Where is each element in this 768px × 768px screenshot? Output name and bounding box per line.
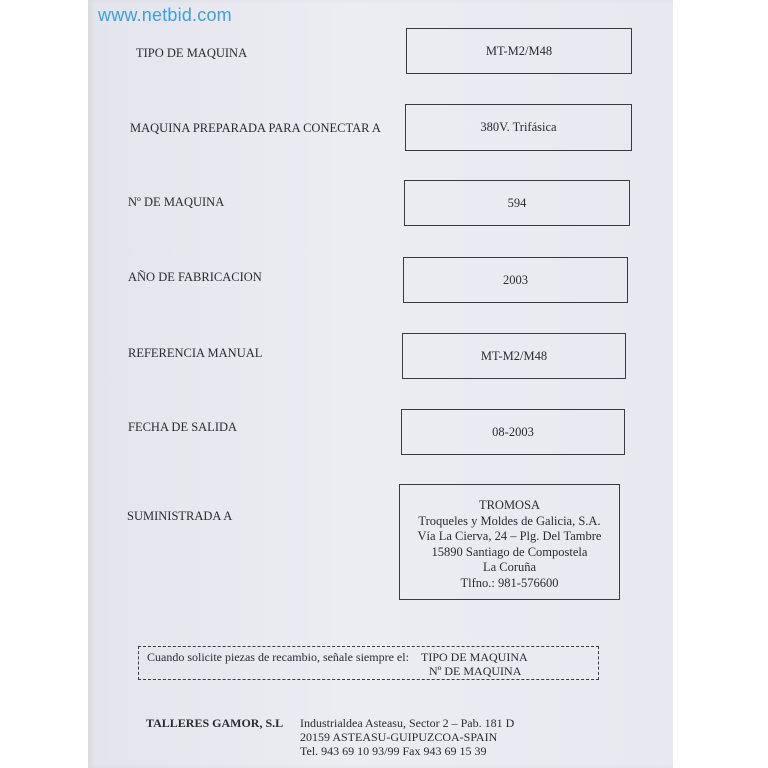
suministrada-label: SUMINISTRADA A [127,509,233,523]
fecha-salida-value-box: 08-2003 [401,409,625,455]
address-line: Tlfno.: 981-576600 [460,575,559,590]
footer-address-2: 20159 ASTEASU-GUIPUZCOA-SPAIN [300,730,498,744]
conexion-label: MAQUINA PREPARADA PARA CONECTAR A [130,121,381,135]
fecha-salida-label: FECHA DE SALIDA [128,420,238,434]
anio-fabricacion-value-box: 2003 [403,257,628,303]
watermark-link[interactable]: www.netbid.com [98,5,232,25]
referencia-manual-label: REFERENCIA MANUAL [128,346,263,360]
referencia-manual-value-box: MT-M2/M48 [402,333,626,379]
suministrada-address-box [399,484,620,600]
address-line: Troqueles y Moldes de Galicia, S.A. [418,513,601,528]
address-line: 15890 Santiago de Compostela [431,544,588,559]
footer-address-1: Industrialdea Asteasu, Sector 2 – Pab. 181 D [300,716,515,730]
footer-company: TALLERES GAMOR, S.L [146,716,284,730]
address-line: La Coruña [482,560,537,574]
address-line: TROMOSA [478,498,541,512]
notice-item-numero: Nº DE MAQUINA [429,664,522,678]
address-line: Vía La Cierva, 24 – Plg. Del Tambre [417,529,602,543]
notice-item-tipo: TIPO DE MAQUINA [421,650,528,664]
anio-fabricacion-label: AÑO DE FABRICACION [128,270,262,284]
spare-parts-notice [138,646,599,680]
tipo-maquina-value-box: MT-M2/M48 [406,28,632,74]
conexion-value-box: 380V. Trifásica [405,104,632,151]
numero-maquina-label: Nº DE MAQUINA [128,195,225,209]
footer-phone: Tel. 943 69 10 93/99 Fax 943 69 15 39 [300,744,487,758]
numero-maquina-value-box: 594 [404,180,630,226]
notice-text: Cuando solicite piezas de recambio, señale siempre el: [147,650,409,664]
tipo-maquina-label: TIPO DE MAQUINA [136,46,248,60]
